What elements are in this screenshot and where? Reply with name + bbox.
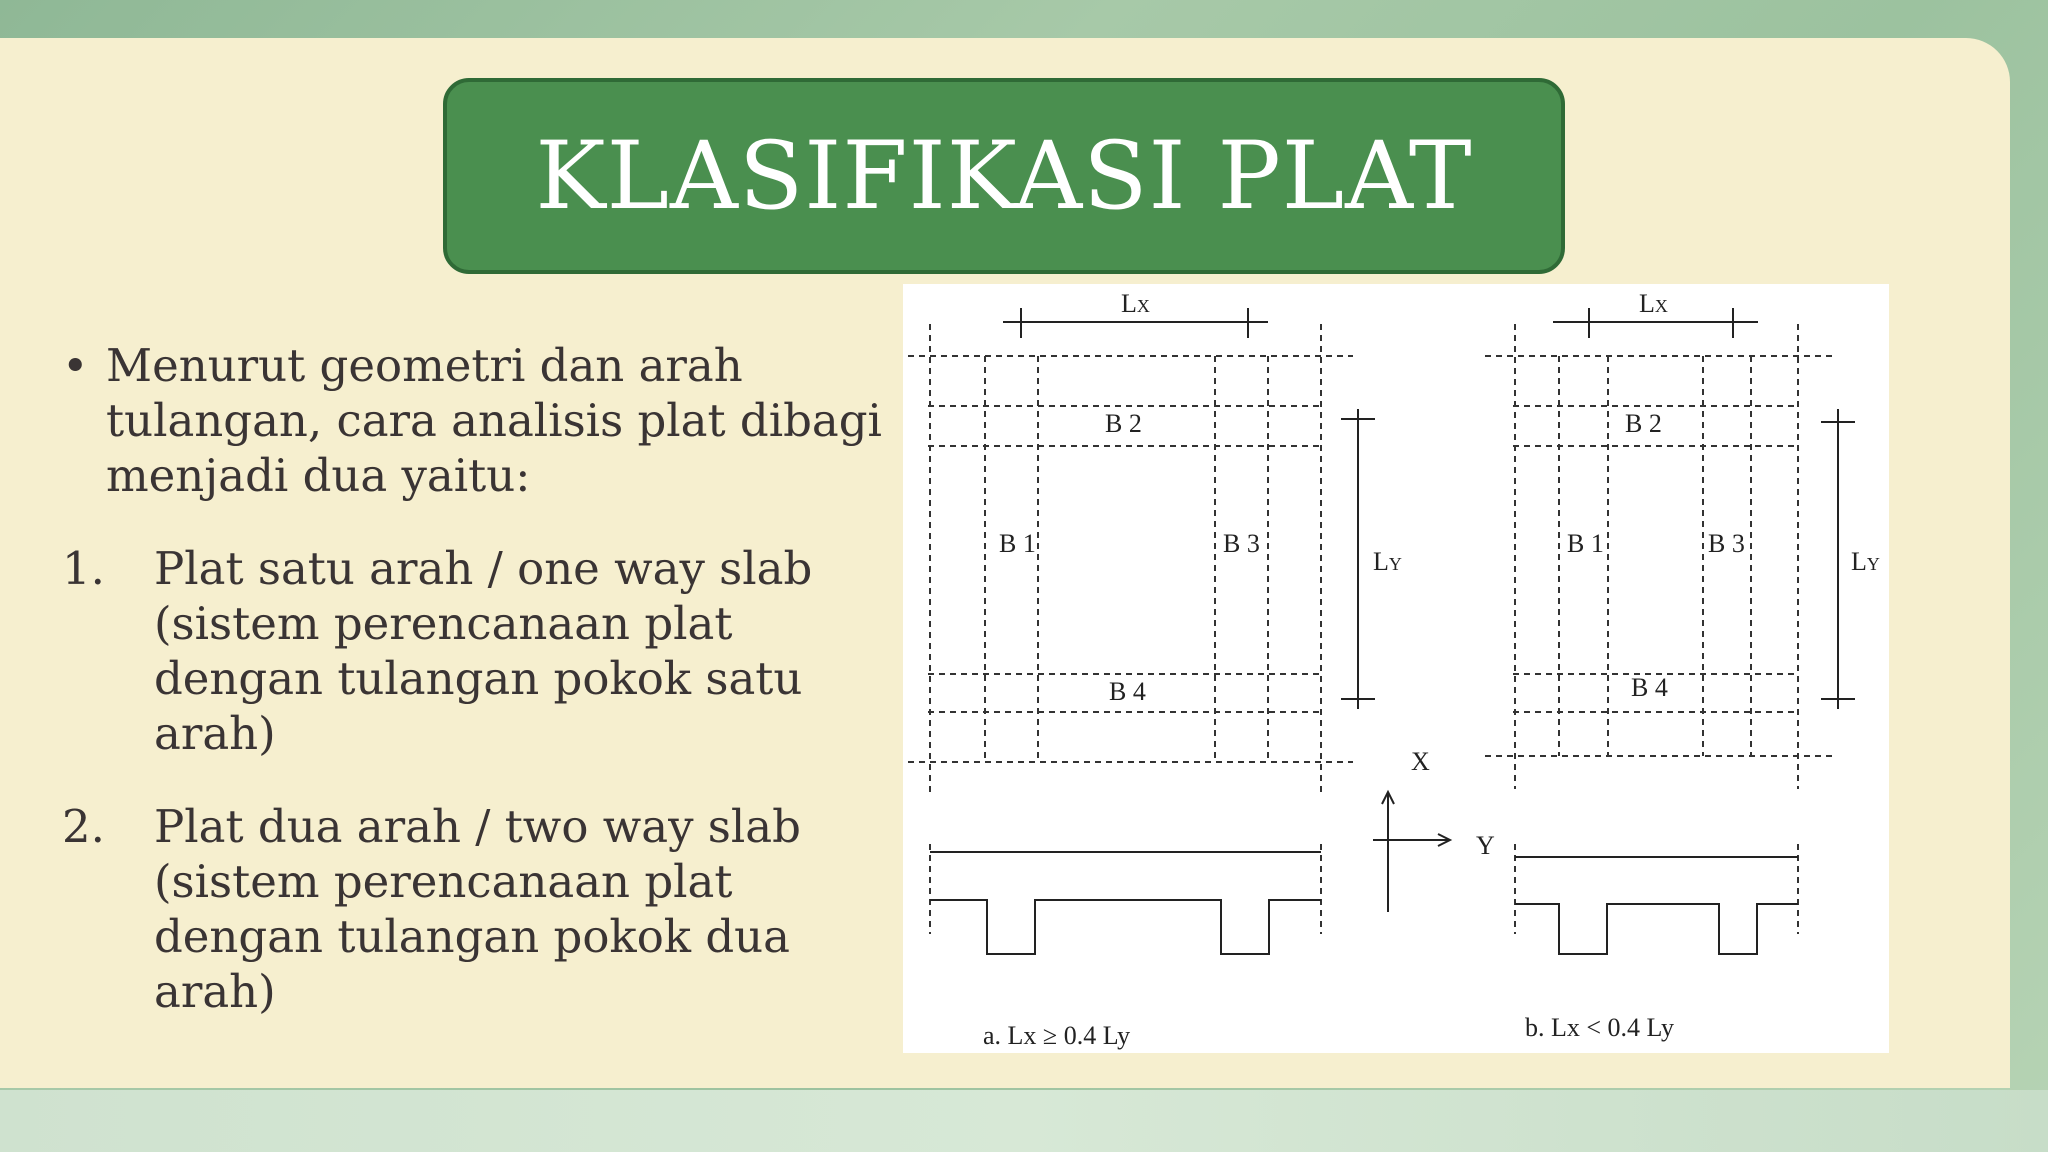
beam-label-b2: B 2 [1105, 409, 1142, 438]
list-item [62, 799, 892, 1019]
beam-label-b3: B 3 [1223, 529, 1260, 558]
list-item-text: Plat satu arah / one way slab (sistem perencanaan plat dengan tulangan pokok satu arah) [154, 542, 813, 760]
lx-label-a: LX [1121, 289, 1150, 318]
axis-y-label: Y [1476, 831, 1495, 860]
slide-body [62, 338, 892, 1057]
list-item-text: Plat dua arah / two way slab (sistem perencanaan plat dengan tulangan pokok dua arah) [154, 800, 801, 1018]
slab-diagram [903, 284, 1889, 1053]
ly-label-a: LY [1373, 547, 1402, 576]
intro-text: Menurut geometri dan arah tulangan, cara analisis plat dibagi menjadi dua yaitu: [106, 339, 882, 502]
beam-label-b4: B 4 [1631, 673, 1668, 702]
intro-bullet [62, 338, 892, 503]
ly-label-b: LY [1851, 547, 1880, 576]
slide-title: KLASIFIKASI PLAT [535, 121, 1473, 231]
beam-label-b2: B 2 [1625, 409, 1662, 438]
list-number: 2. [62, 800, 105, 853]
beam-label-b1: B 1 [999, 529, 1036, 558]
beam-label-b4: B 4 [1109, 677, 1146, 706]
caption-a: a. Lx ≥ 0.4 Ly [983, 1021, 1131, 1050]
beam-label-b3: B 3 [1708, 529, 1745, 558]
title-banner [443, 78, 1565, 274]
slab-diagram-svg [903, 284, 1889, 1053]
list-number: 1. [62, 542, 105, 595]
axis-x-label: X [1411, 747, 1430, 776]
background-band [0, 1090, 2048, 1152]
lx-label-b: LX [1639, 289, 1668, 318]
caption-b: b. Lx < 0.4 Ly [1525, 1013, 1674, 1042]
bullet-marker: • [62, 339, 89, 392]
list-item [62, 541, 892, 761]
beam-label-b1: B 1 [1567, 529, 1604, 558]
